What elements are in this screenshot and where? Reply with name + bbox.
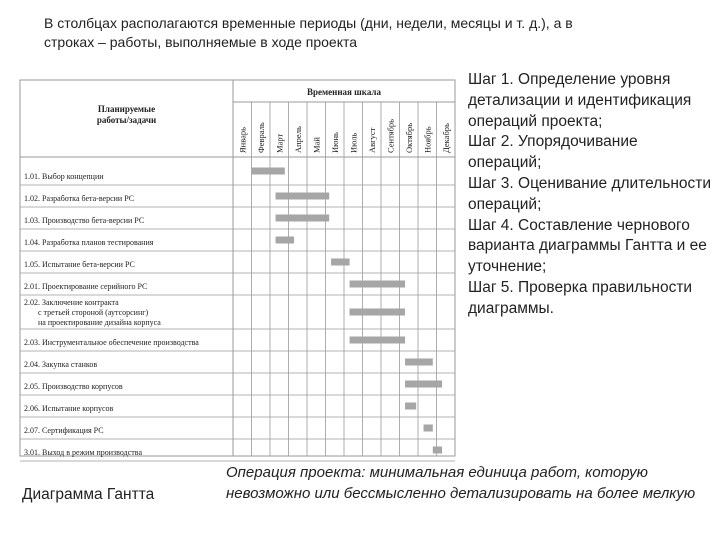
task-label: 2.07. Сертификация РС: [24, 426, 104, 435]
month-label: Май: [311, 137, 322, 153]
month-label: Июнь: [329, 132, 340, 153]
month-label: Октябрь: [403, 122, 414, 153]
task-bar: [405, 403, 416, 410]
intro-text: В столбцах располагаются временные периоды (дни, недели, месяцы и т. д.), а в строках – работы, выполняемые в ходе проекта: [44, 15, 573, 50]
task-bar: [424, 425, 433, 432]
steps-list: [468, 70, 713, 320]
task-bar: [405, 381, 442, 388]
task-label: 1.05. Испытание бета-версии РС: [24, 260, 135, 269]
task-bar: [331, 259, 350, 266]
task-label: 2.06. Испытание корпусов: [24, 404, 114, 413]
task-bar: [433, 447, 442, 454]
gantt-caption: Диаграмма Гантта: [22, 486, 155, 503]
month-label: Июль: [348, 132, 359, 153]
task-label: 1.03. Производство бета-версии РС: [24, 216, 145, 225]
task-label: 1.04. Разработка планов тестирования: [24, 238, 154, 247]
month-label: Сентябрь: [385, 118, 396, 153]
month-label: Апрель: [292, 126, 303, 153]
task-label: 1.02. Разработка бета-версии РС: [24, 194, 135, 203]
month-label: Ноябрь: [422, 126, 433, 153]
month-label: Август: [366, 127, 377, 153]
task-bar: [252, 168, 285, 175]
task-label: 2.02. Заключение контракта с третьей стороной (аутсорсинг) на проектирование дизайна корпуса: [24, 298, 161, 327]
task-label: 2.05. Производство корпусов: [24, 382, 123, 391]
task-label: 3.01. Выход в режим производства: [24, 448, 142, 457]
step-3: Шаг 3. Оценивание длительности операций;: [468, 174, 712, 213]
step-5: Шаг 5. Проверка правильности диаграммы.: [468, 278, 693, 317]
task-bar: [350, 281, 406, 288]
task-label: 2.01. Проектирование серийного РС: [24, 282, 148, 291]
task-bar: [276, 193, 330, 200]
month-label: Январь: [237, 126, 248, 153]
timeline-header: Временная шкала: [307, 87, 381, 97]
month-label: Декабрь: [440, 123, 451, 153]
month-label: Март: [274, 133, 285, 153]
step-2: Шаг 2. Упорядочивание операций;: [468, 133, 638, 172]
step-4: Шаг 4. Составление чернового варианта диаграммы Гантта и ее уточнение;: [468, 216, 707, 276]
step-1: Шаг 1. Определение уровня детализации и идентификация операций проекта;: [468, 71, 692, 130]
operation-definition: Операция проекта: минимальная единица работ, которую невозможно или бессмысленно детализировать на более мелкую: [226, 464, 696, 502]
task-label: 2.04. Закупка станков: [24, 360, 98, 369]
task-bar: [276, 215, 330, 222]
task-bar: [405, 359, 433, 366]
tasks-header: Планируемые работы/задачи: [96, 104, 157, 125]
task-bar: [350, 337, 406, 344]
task-bar: [276, 237, 295, 244]
task-label: 2.03. Инструментальное обеспечение производства: [24, 338, 199, 347]
task-label: 1.01. Выбор концепции: [24, 172, 104, 181]
task-bar: [350, 309, 406, 316]
month-label: Февраль: [255, 122, 266, 153]
